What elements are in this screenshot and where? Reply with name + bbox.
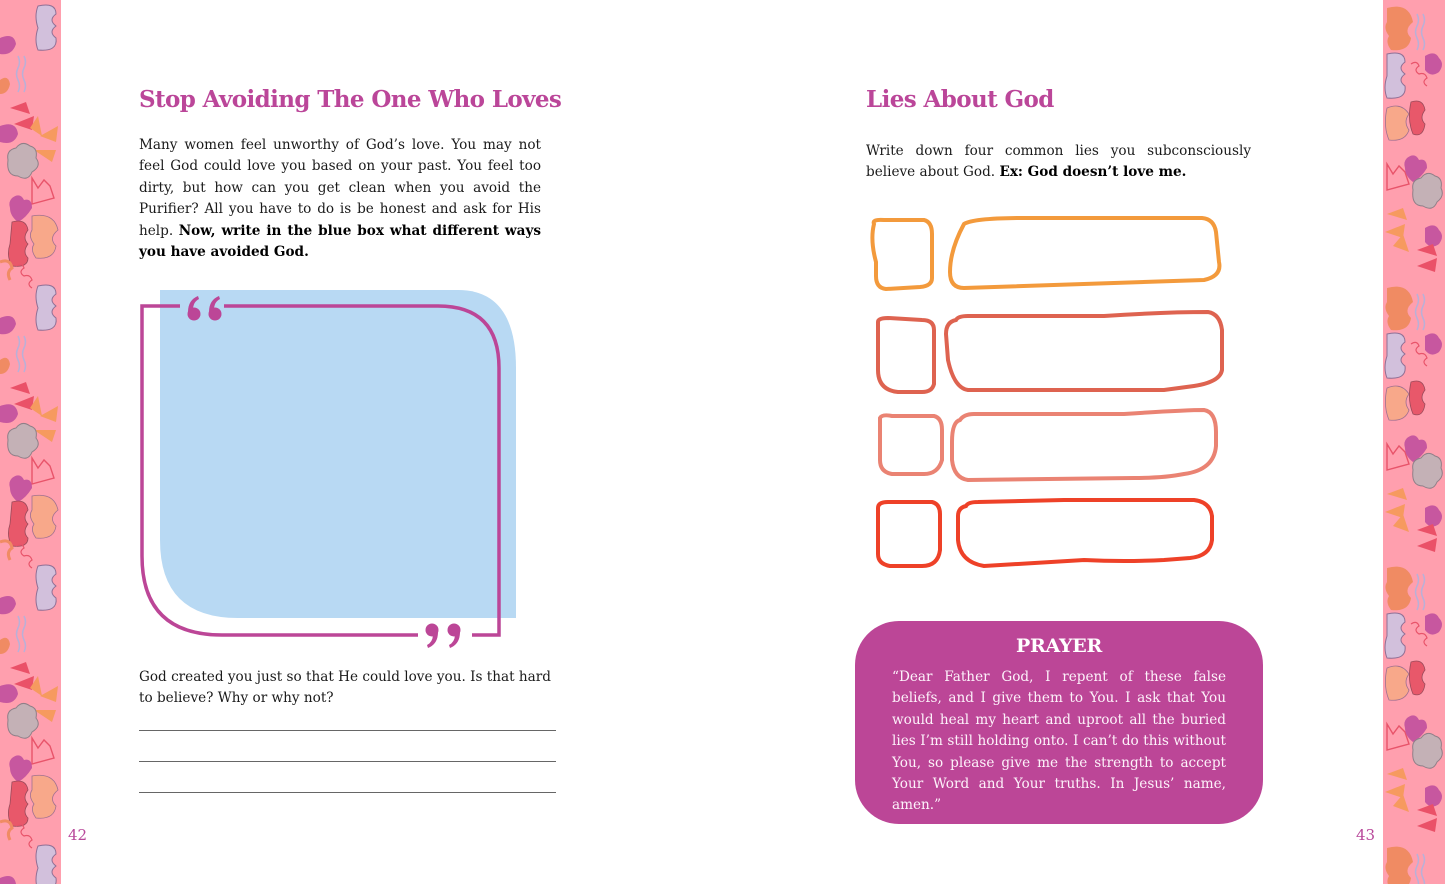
prayer-text: “Dear Father God, I repent of these false beliefs, and I give them to You. I ask that You would heal my heart and uproot all the buried lies I’m still holding onto. I can’t do this without You, so please give me the strength to accept Your Word and Your truths. In Jesus’ name, amen.” (892, 669, 1226, 814)
page-title-right: Lies About God (866, 86, 1054, 113)
right-decorative-border (1383, 0, 1445, 884)
lie-row-4 (878, 500, 1212, 566)
intro-text: Write down four common lies you subconsciously believe about God. (866, 143, 1251, 181)
lies-list (864, 210, 1234, 580)
intro-text: Many women feel unworthy of God’s love. You may not feel God could love you based on your past. You feel too dirty, but how can you get clean when you avoid the Purifier? All you have to do is be honest and ask for His help. (139, 137, 541, 239)
reflection-question: God created you just so that He could love you. Is that hard to believe? Why or why not? (139, 669, 551, 707)
answer-line-3[interactable] (139, 792, 556, 793)
pattern-icon (0, 0, 61, 884)
blue-writing-box[interactable] (138, 288, 520, 648)
lie-text-box-2 (946, 312, 1222, 390)
intro-paragraph-left (139, 135, 541, 263)
intro-instruction: Now, write in the blue box what different ways you have avoided God. (139, 222, 541, 261)
prayer-card (855, 621, 1263, 824)
pattern-icon (1383, 0, 1445, 884)
lie-row-1 (872, 218, 1219, 289)
lie-text-box-1 (950, 218, 1219, 288)
left-decorative-border (0, 0, 61, 884)
intro-paragraph-right (866, 141, 1251, 184)
answer-line-1[interactable] (139, 730, 556, 731)
lie-number-box-2 (878, 318, 934, 392)
lie-row-2 (878, 312, 1222, 392)
right-double-quote-icon (426, 624, 461, 649)
lie-text-box-3 (952, 410, 1216, 480)
example-lie: Ex: God doesn’t love me. (999, 164, 1187, 181)
page-number-left: 42 (68, 826, 88, 844)
page-number-right: 43 (1356, 826, 1376, 844)
lie-number-box-4 (878, 502, 940, 566)
lie-text-box-4 (958, 500, 1212, 566)
lie-row-3 (880, 410, 1216, 480)
prayer-title: PRAYER (1016, 635, 1102, 657)
lie-number-box-1 (872, 220, 932, 289)
lie-number-box-3 (880, 415, 942, 474)
page-title-left: Stop Avoiding The One Who Loves (139, 86, 562, 113)
answer-line-2[interactable] (139, 761, 556, 762)
blue-box-fill (160, 290, 516, 618)
answer-lines (139, 730, 556, 823)
